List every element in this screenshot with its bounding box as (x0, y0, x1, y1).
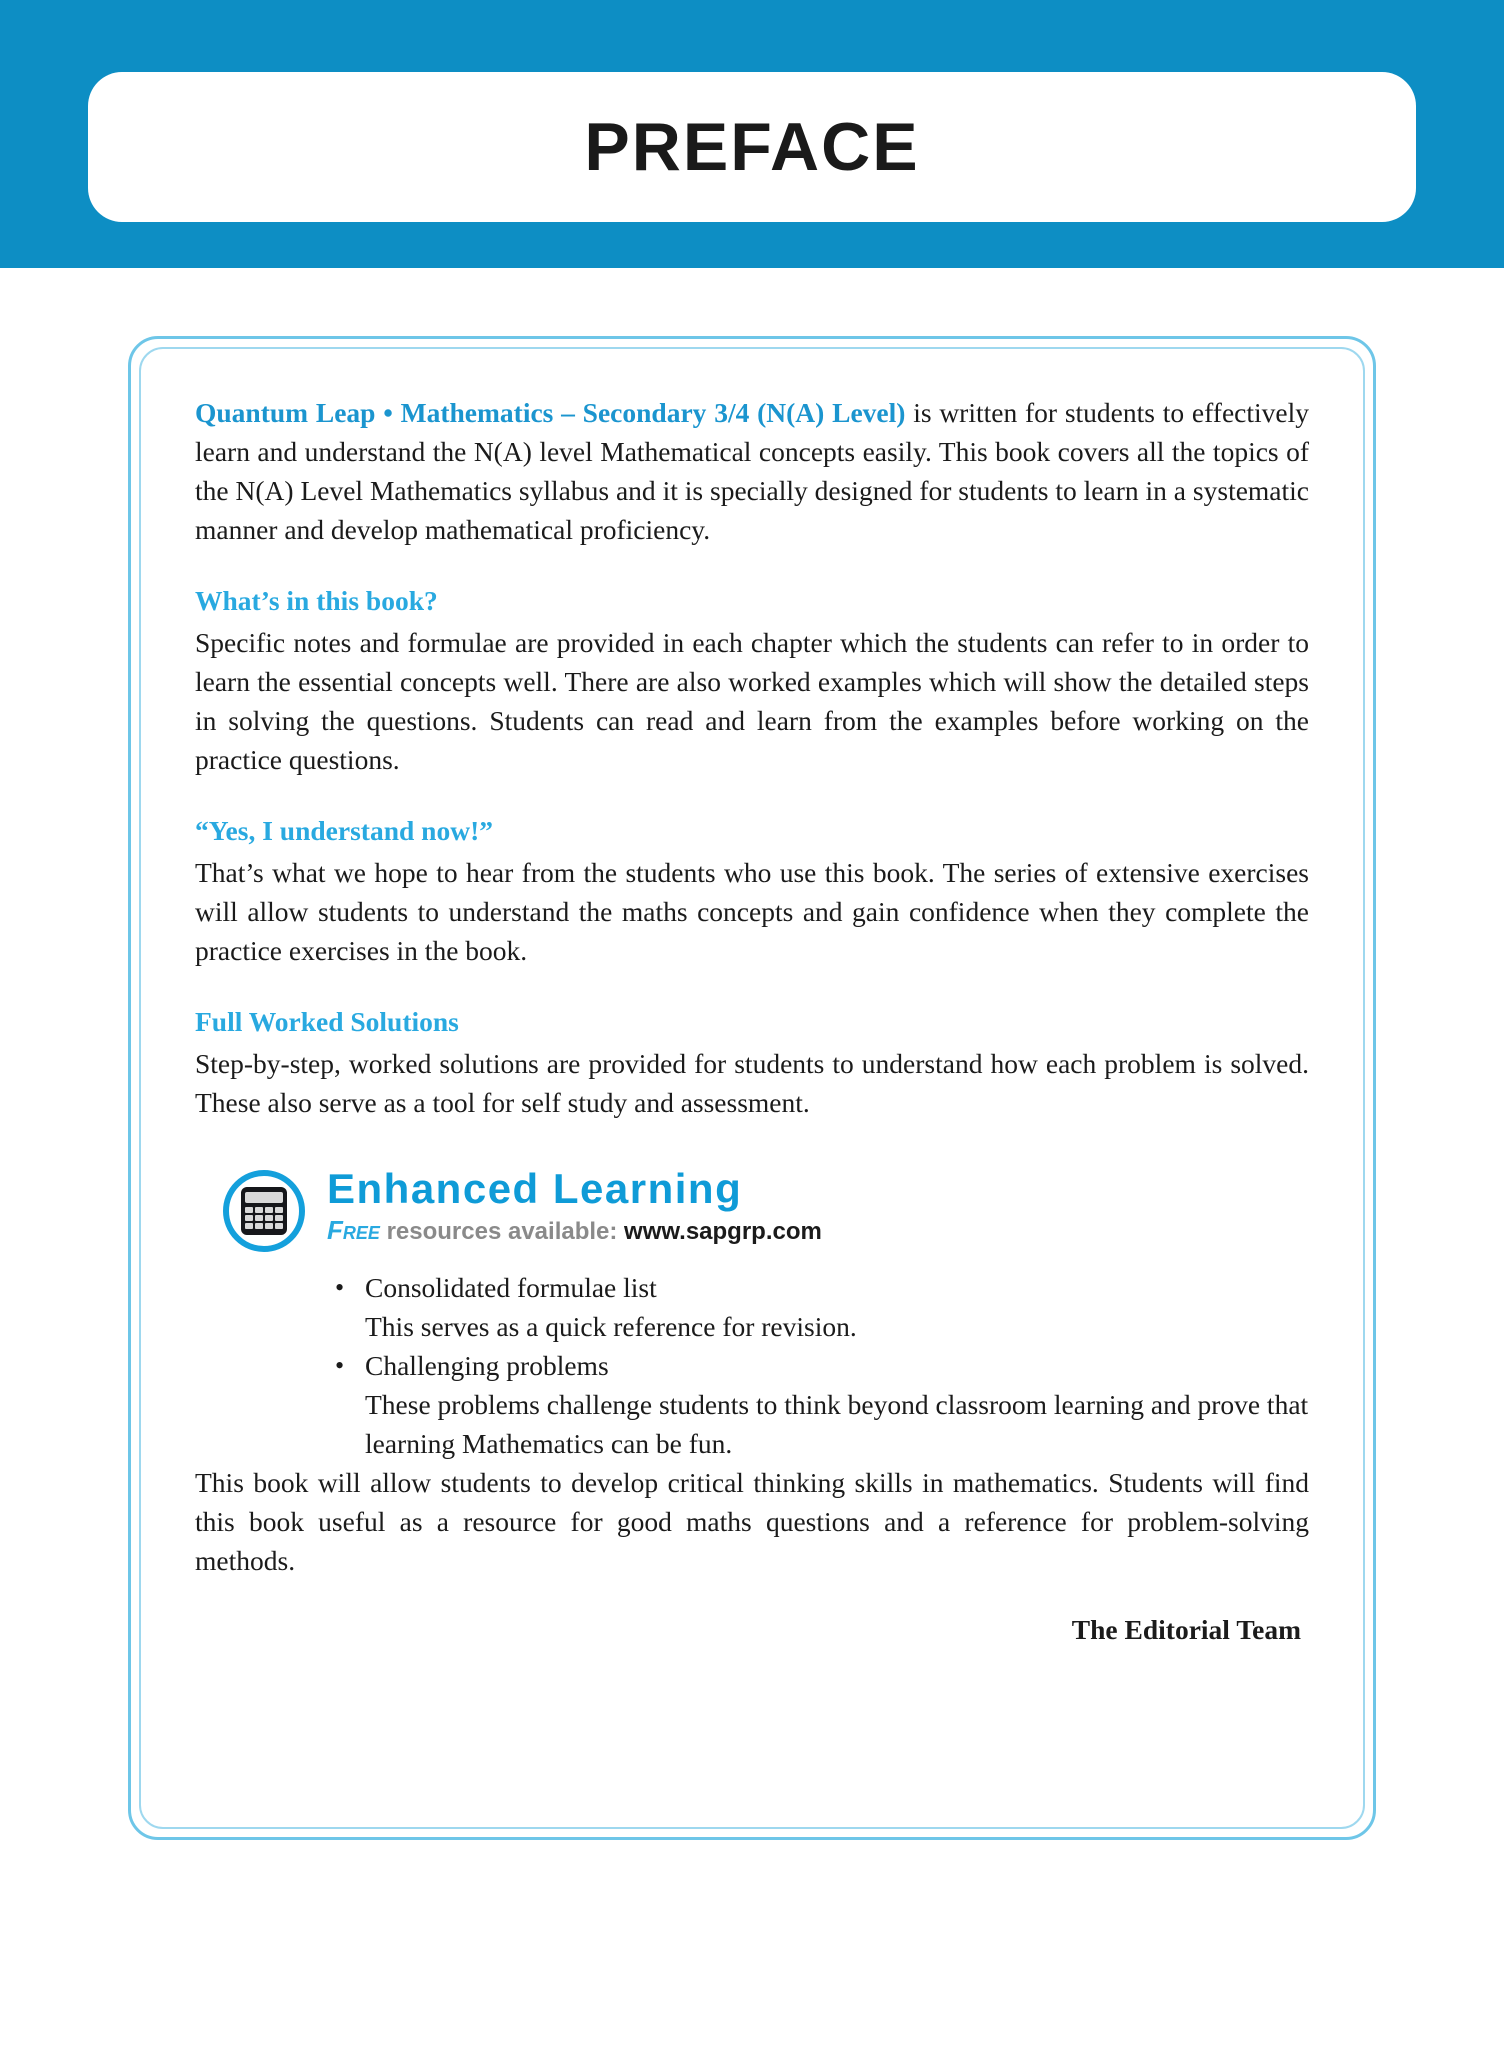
section-heading-yes-i-understand-now: “Yes, I understand now!” (195, 815, 493, 846)
closing-paragraph: This book will allow students to develop critical thinking skills in mathematics. Students will find this book useful as a resource for good maths questions and a reference for problem-solving methods. (195, 1467, 1309, 1576)
section-body-whats-in-this-book: Specific notes and formulae are provided in each chapter which the students can refer to in order to learn the essential concepts well. There are also worked examples which will show the detailed steps in solving the questions. Students can read and learn from the examples before working on the practice questions. (195, 627, 1309, 775)
bullet-detail: These problems challenge students to think beyond classroom learning and prove that learning Mathematics can be fun. (365, 1389, 1309, 1459)
enhanced-learning-text (327, 1166, 822, 1247)
bullet-title: Challenging problems (365, 1350, 609, 1381)
enhanced-learning-bullets (195, 1268, 1309, 1463)
section-heading-whats-in-this-book: What’s in this book? (195, 585, 438, 616)
website-link[interactable]: www.sapgrp.com (624, 1218, 822, 1245)
section-heading-full-worked-solutions: Full Worked Solutions (195, 1006, 459, 1037)
section-body-full-worked-solutions: Step-by-step, worked solutions are provided for students to understand how each problem is solved. These also serve as a tool for self study and assessment. (195, 1048, 1309, 1118)
enhanced-learning-block (195, 1166, 1309, 1252)
book-title: Quantum Leap • Mathematics – Secondary 3/4 (N(A) Level) (195, 397, 906, 428)
free-label: Free (327, 1215, 380, 1245)
bullet-title: Consolidated formulae list (365, 1272, 657, 1303)
content-frame-outer (128, 336, 1376, 1840)
header-band (0, 0, 1504, 268)
enhanced-learning-title: Enhanced Learning (327, 1165, 743, 1212)
content-frame-inner (139, 347, 1365, 1829)
signature: The Editorial Team (1071, 1614, 1301, 1645)
section-body-yes-i-understand-now: That’s what we hope to hear from the students who use this book. The series of extensive exercises will allow students to understand the maths concepts and gain confidence when they complete the practice exercises in the book. (195, 857, 1309, 966)
intro-rest: is written for students to effectively learn and understand the N(A) level Mathematical concepts easily. This book covers all the topics of the N(A) Level Mathematics syllabus and it is specially designed for students to learn in a systematic manner and develop mathematical proficiency. (195, 397, 1309, 545)
enhanced-learning-subtitle (327, 1215, 822, 1247)
list-item (365, 1268, 1309, 1346)
page-title: PREFACE (584, 109, 920, 185)
header-title-plate (88, 72, 1416, 222)
calculator-icon (223, 1170, 305, 1252)
bullet-detail: This serves as a quick reference for revision. (365, 1311, 857, 1342)
intro-paragraph (195, 393, 1309, 549)
resources-label: resources available: (379, 1218, 625, 1245)
list-item (365, 1346, 1309, 1463)
